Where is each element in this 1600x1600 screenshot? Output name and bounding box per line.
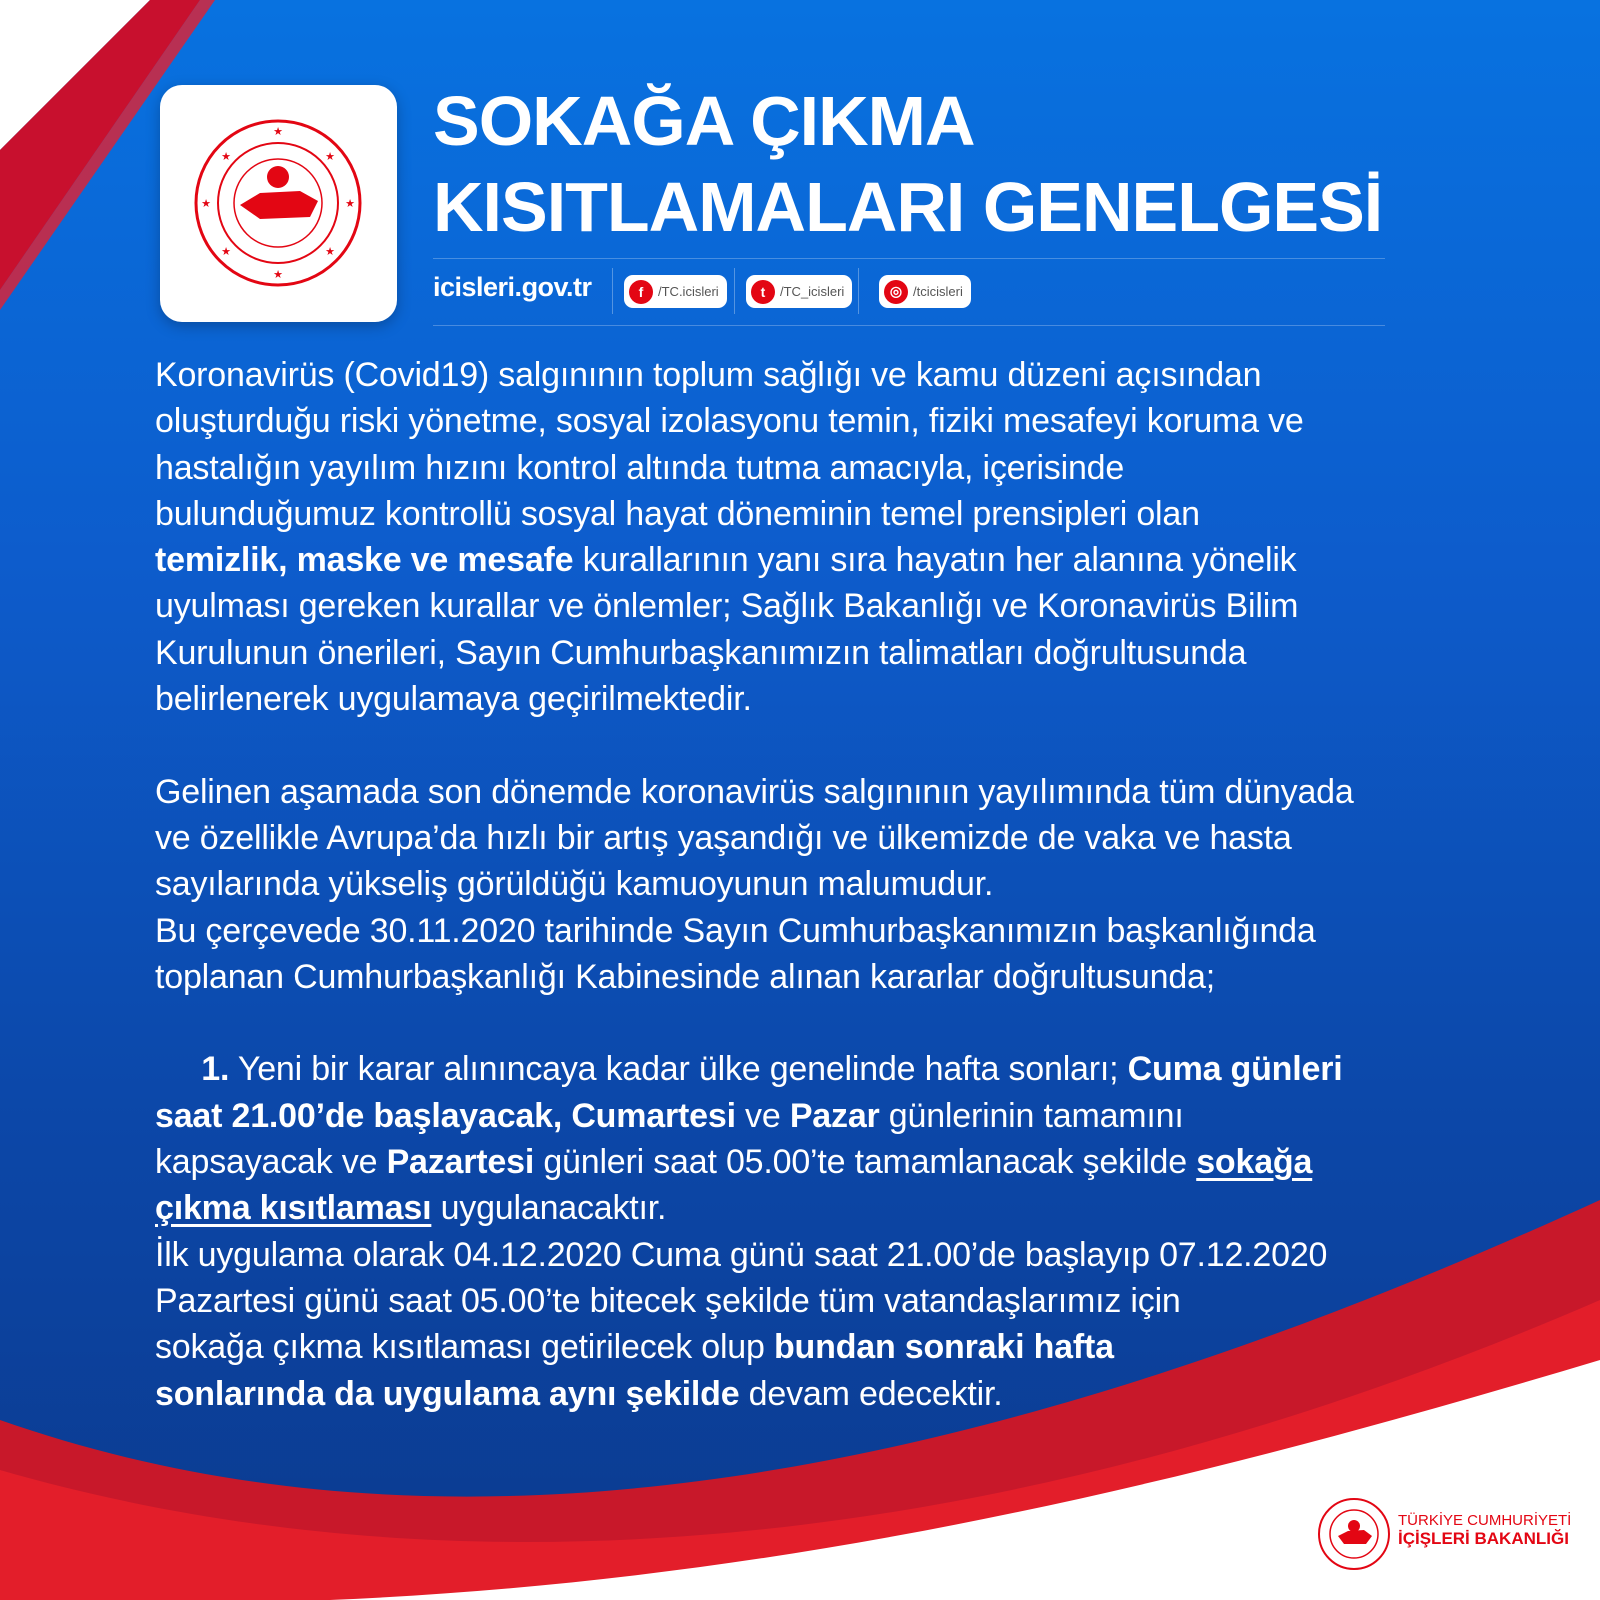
- text-segment: günlerinin tamamını: [879, 1096, 1184, 1135]
- facebook-handle: /TC.icisleri: [658, 284, 719, 299]
- underline: [155, 1189, 431, 1227]
- website-link[interactable]: icisleri.gov.tr: [433, 272, 592, 302]
- circular-body: [155, 352, 1354, 1417]
- text-segment: hastalığın yayılım hızını kontrol altında tutma amacıyla, içerisinde: [155, 448, 1125, 487]
- instagram-link[interactable]: [879, 275, 971, 308]
- divider: [433, 258, 1385, 259]
- svg-text:★: ★: [325, 246, 335, 258]
- text-segment: ve: [735, 1096, 790, 1135]
- svg-text:★: ★: [345, 198, 355, 210]
- instagram-handle: /tcicisleri: [913, 284, 963, 299]
- body-line: [155, 1185, 1354, 1231]
- title-line-2: KISITLAMALARI GENELGESİ: [433, 168, 1383, 246]
- paragraph-gap: [155, 1000, 1354, 1046]
- footer-brand: [1398, 1512, 1571, 1549]
- body-line: [155, 630, 1354, 676]
- svg-text:★: ★: [201, 198, 211, 210]
- body-line: [155, 583, 1354, 629]
- twitter-icon: t: [751, 280, 775, 304]
- title-line-1: SOKAĞA ÇIKMA: [433, 82, 975, 160]
- svg-text:★: ★: [221, 151, 231, 163]
- ministry-seal-icon: [160, 85, 397, 322]
- underline: [1196, 1143, 1312, 1181]
- bold-text: sonlarında da uygulama aynı şekilde: [155, 1374, 740, 1413]
- divider: [858, 268, 859, 314]
- text-segment: Yeni bir karar alınıncaya kadar ülke genelinde hafta sonları;: [229, 1050, 1128, 1089]
- bold-text: saat 21.00’de başlayacak, Cumartesi: [155, 1096, 736, 1135]
- body-line: [155, 537, 1354, 583]
- emphasis-text: çıkma kısıtlaması: [155, 1189, 432, 1228]
- bold-text: bundan sonraki hafta: [773, 1328, 1114, 1367]
- text-segment: bulunduğumuz kontrollü sosyal hayat döneminin temel prensipleri olan: [155, 494, 1200, 533]
- text-segment: ve özellikle Avrupa’da hızlı bir artış yaşandığı ve ülkemizde de vaka ve hasta: [155, 818, 1292, 857]
- svg-text:★: ★: [273, 126, 283, 138]
- body-line: [155, 445, 1354, 491]
- body-line: [155, 1371, 1354, 1417]
- divider: [433, 325, 1385, 326]
- body-line: [155, 1324, 1354, 1370]
- text-segment: Gelinen aşamada son dönemde koronavirüs salgınının yayılımında tüm dünyada: [155, 772, 1354, 811]
- text-segment: sokağa çıkma kısıtlaması getirilecek olup: [155, 1328, 774, 1367]
- svg-text:★: ★: [273, 269, 283, 281]
- divider: [612, 268, 613, 314]
- text-segment: Pazartesi günü saat 05.00’te bitecek şekilde tüm vatandaşlarımız için: [155, 1281, 1181, 1320]
- text-segment: sayılarında yükseliş görüldüğü kamuoyunun malumudur.: [155, 865, 994, 904]
- text-segment: kurallarının yanı sıra hayatın her alanına yönelik: [573, 541, 1297, 580]
- body-line: [155, 1278, 1354, 1324]
- body-line: [155, 1093, 1354, 1139]
- instagram-icon: ◎: [884, 280, 908, 304]
- body-line: [155, 398, 1354, 444]
- footer-line-1: TÜRKİYE CUMHURİYETİ: [1398, 1512, 1572, 1529]
- text-segment: günleri saat 05.00’te tamamlanacak şekilde: [534, 1143, 1197, 1182]
- text-segment: devam edecektir.: [739, 1374, 1003, 1413]
- bold-text: 1.: [201, 1050, 230, 1089]
- text-segment: oluşturduğu riski yönetme, sosyal izolasyonu temin, fiziki mesafeyi koruma ve: [155, 402, 1304, 441]
- body-line: [155, 1139, 1354, 1185]
- body-line: [155, 769, 1354, 815]
- body-line: [155, 1046, 1354, 1092]
- text-segment: uyulması gereken kurallar ve önlemler; Sağlık Bakanlığı ve Koronavirüs Bilim: [155, 587, 1299, 626]
- twitter-link[interactable]: [746, 275, 852, 308]
- bold-text: temizlik, maske ve mesafe: [155, 541, 574, 580]
- text-segment: uygulanacaktır.: [431, 1189, 667, 1228]
- bold-text: Cuma günleri: [1127, 1050, 1343, 1089]
- ministry-seal-card: [160, 85, 397, 322]
- facebook-link[interactable]: [624, 275, 727, 308]
- text-segment: Bu çerçevede 30.11.2020 tarihinde Sayın Cumhurbaşkanımızın başkanlığında: [155, 911, 1316, 950]
- body-line: [155, 491, 1354, 537]
- svg-text:★: ★: [221, 246, 231, 258]
- text-segment: Koronavirüs (Covid19) salgınının toplum sağlığı ve kamu düzeni açısından: [155, 356, 1262, 394]
- text-segment: kapsayacak ve: [155, 1143, 387, 1182]
- body-line: [155, 954, 1354, 1000]
- bold-text: Pazar: [789, 1096, 880, 1135]
- svg-text:★: ★: [325, 151, 335, 163]
- divider: [734, 268, 735, 314]
- footer-line-2: İÇİŞLERİ BAKANLIĞI: [1398, 1529, 1569, 1548]
- paragraph-gap: [155, 722, 1354, 768]
- text-segment: belirlenerek uygulamaya geçirilmektedir.: [155, 680, 752, 719]
- emphasis-text: sokağa: [1196, 1143, 1313, 1182]
- body-line: [155, 908, 1354, 954]
- footer-seal-icon: [1316, 1496, 1392, 1572]
- twitter-handle: /TC_icisleri: [780, 284, 845, 299]
- page-title: [433, 78, 1382, 250]
- body-line: [155, 352, 1354, 398]
- facebook-icon: f: [629, 280, 653, 304]
- text-segment: [155, 1050, 201, 1088]
- text-segment: toplanan Cumhurbaşkanlığı Kabinesinde alınan kararlar doğrultusunda;: [155, 957, 1215, 996]
- body-line: [155, 1232, 1354, 1278]
- text-segment: İlk uygulama olarak 04.12.2020 Cuma günü saat 21.00’de başlayıp 07.12.2020: [155, 1235, 1328, 1274]
- body-line: [155, 815, 1354, 861]
- body-line: [155, 676, 1354, 722]
- bold-text: Pazartesi: [386, 1143, 535, 1182]
- body-line: [155, 861, 1354, 907]
- text-segment: Kurulunun önerileri, Sayın Cumhurbaşkanımızın talimatları doğrultusunda: [155, 633, 1247, 672]
